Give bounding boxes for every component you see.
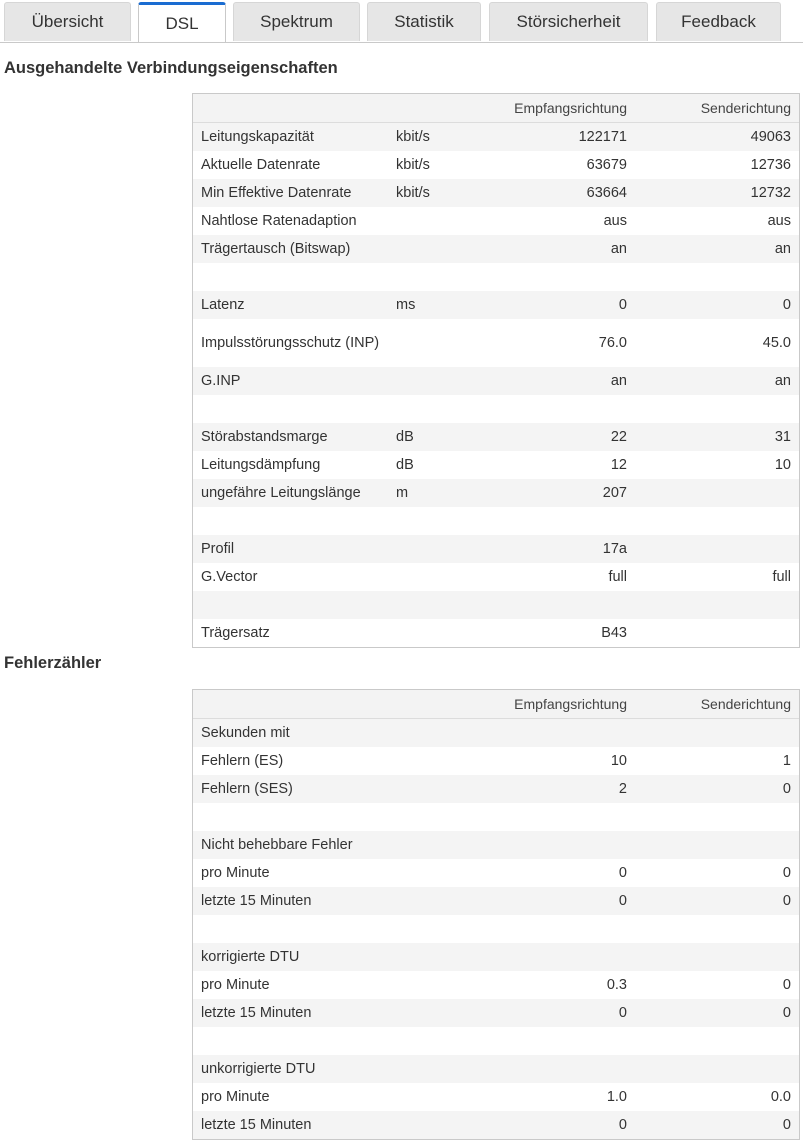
column-header-tx: Senderichtung [700, 100, 791, 116]
row-value-rx: B43 [601, 625, 627, 641]
table-row [193, 775, 799, 803]
tab-feedback[interactable]: Feedback [656, 2, 781, 41]
table-row [193, 535, 799, 563]
tab-bar [0, 0, 803, 43]
row-label [201, 591, 381, 619]
table-row [193, 719, 799, 747]
table-row [193, 395, 799, 423]
row-value-rx: an [610, 373, 627, 389]
row-unit: kbit/s [396, 185, 430, 201]
row-value-rx: 63679 [586, 157, 627, 173]
row-label: Trägertausch (Bitswap) [201, 241, 351, 257]
row-value-tx: 49063 [750, 129, 791, 145]
row-label: Leitungskapazität [201, 129, 314, 145]
table-row [193, 943, 799, 971]
row-value-tx: 1 [782, 753, 791, 769]
tab-uebersicht[interactable]: Übersicht [4, 2, 131, 41]
row-value-tx: 12736 [750, 157, 791, 173]
row-unit: dB [396, 457, 414, 473]
table-row [193, 971, 799, 999]
row-value-tx: 0 [782, 865, 791, 881]
row-label [201, 915, 381, 943]
row-value-tx: full [772, 569, 791, 585]
table-row [193, 831, 799, 859]
table-row [193, 915, 799, 943]
tab-spektrum[interactable]: Spektrum [233, 2, 360, 41]
row-unit: ms [396, 297, 416, 313]
tab-stoersicherheit[interactable]: Störsicherheit [489, 2, 648, 41]
row-unit: dB [396, 429, 414, 445]
row-unit: m [396, 485, 409, 501]
row-value-rx: 0.3 [606, 977, 627, 993]
row-label: ungefähre Leitungslänge [201, 485, 361, 501]
row-value-rx: 2 [618, 781, 627, 797]
table-row [193, 1111, 799, 1139]
table-row [193, 591, 799, 619]
row-value-tx: 12732 [750, 185, 791, 201]
row-value-rx: 63664 [586, 185, 627, 201]
table-row [193, 859, 799, 887]
row-label: G.INP [201, 373, 241, 389]
row-value-rx: 0 [618, 893, 627, 909]
row-label: letzte 15 Minuten [201, 893, 312, 909]
row-value-rx: 17a [602, 541, 627, 557]
row-label: Impulsstörungsschutz (INP) [201, 334, 380, 351]
connection-heading: Ausgehandelte Verbindungseigenschaften [4, 59, 338, 77]
row-value-rx: 10 [610, 753, 627, 769]
row-value-tx: 45.0 [762, 335, 791, 351]
table-row [193, 123, 799, 151]
row-unit: kbit/s [396, 157, 430, 173]
row-label: Fehlern (SES) [201, 781, 293, 797]
row-value-tx: 0 [782, 893, 791, 909]
tab-statistik[interactable]: Statistik [367, 2, 481, 41]
row-value-rx: 0 [618, 1117, 627, 1133]
column-header-tx: Senderichtung [700, 696, 791, 712]
row-value-rx: 1.0 [606, 1089, 627, 1105]
table-row [193, 423, 799, 451]
row-label: Störabstandsmarge [201, 429, 328, 445]
row-label: Leitungsdämpfung [201, 457, 321, 473]
table-row [193, 319, 799, 367]
row-value-tx: 0 [782, 977, 791, 993]
errors-heading: Fehlerzähler [4, 654, 102, 672]
row-value-tx: an [774, 241, 791, 257]
row-value-tx: 10 [774, 457, 791, 473]
error-table-header [193, 690, 799, 719]
connection-table [192, 93, 800, 648]
row-value-rx: 0 [618, 297, 627, 313]
table-row [193, 1055, 799, 1083]
row-value-tx: 0 [782, 297, 791, 313]
table-row [193, 803, 799, 831]
row-label: korrigierte DTU [201, 949, 300, 965]
row-label: Fehlern (ES) [201, 753, 284, 769]
connection-table-header [193, 94, 799, 123]
row-value-tx: 31 [774, 429, 791, 445]
tab-dsl[interactable]: DSL [138, 2, 226, 42]
table-row [193, 207, 799, 235]
row-value-rx: an [610, 241, 627, 257]
row-label: pro Minute [201, 1089, 270, 1105]
row-label: Aktuelle Datenrate [201, 157, 321, 173]
row-unit: kbit/s [396, 129, 430, 145]
table-row [193, 479, 799, 507]
table-row [193, 619, 799, 647]
row-label: Latenz [201, 297, 245, 313]
table-row [193, 563, 799, 591]
row-value-tx: aus [767, 213, 791, 229]
row-value-rx: 122171 [578, 129, 627, 145]
table-row [193, 747, 799, 775]
table-row [193, 291, 799, 319]
row-label: G.Vector [201, 569, 258, 585]
row-value-tx: an [774, 373, 791, 389]
row-label: Sekunden mit [201, 725, 290, 741]
row-value-rx: 12 [610, 457, 627, 473]
row-value-rx: 76.0 [598, 335, 627, 351]
table-row [193, 263, 799, 291]
row-label: Trägersatz [201, 625, 270, 641]
row-label [201, 263, 381, 291]
row-label [201, 395, 381, 423]
row-value-tx: 0 [782, 1117, 791, 1133]
table-row [193, 235, 799, 263]
row-label: Min Effektive Datenrate [201, 185, 352, 201]
error-counter-table [192, 689, 800, 1140]
row-value-tx: 0.0 [770, 1089, 791, 1105]
table-row [193, 367, 799, 395]
row-value-rx: 207 [602, 485, 627, 501]
column-header-rx: Empfangsrichtung [514, 100, 627, 116]
table-row [193, 887, 799, 915]
row-label [201, 507, 381, 535]
table-row [193, 451, 799, 479]
table-row [193, 1027, 799, 1055]
row-value-rx: 22 [610, 429, 627, 445]
row-label: Nicht behebbare Fehler [201, 837, 353, 853]
table-row [193, 151, 799, 179]
table-row [193, 999, 799, 1027]
row-label: Profil [201, 541, 235, 557]
row-label: pro Minute [201, 977, 270, 993]
row-value-rx: 0 [618, 865, 627, 881]
row-label: pro Minute [201, 865, 270, 881]
row-label: letzte 15 Minuten [201, 1117, 312, 1133]
row-value-rx: 0 [618, 1005, 627, 1021]
table-row [193, 179, 799, 207]
row-label: unkorrigierte DTU [201, 1061, 316, 1077]
row-label [201, 1027, 381, 1055]
row-label: Nahtlose Ratenadaption [201, 213, 357, 229]
row-value-tx: 0 [782, 1005, 791, 1021]
table-row [193, 1083, 799, 1111]
column-header-rx: Empfangsrichtung [514, 696, 627, 712]
table-row [193, 507, 799, 535]
row-label [201, 803, 381, 831]
row-value-rx: aus [603, 213, 627, 229]
row-label: letzte 15 Minuten [201, 1005, 312, 1021]
row-value-rx: full [608, 569, 627, 585]
row-value-tx: 0 [782, 781, 791, 797]
